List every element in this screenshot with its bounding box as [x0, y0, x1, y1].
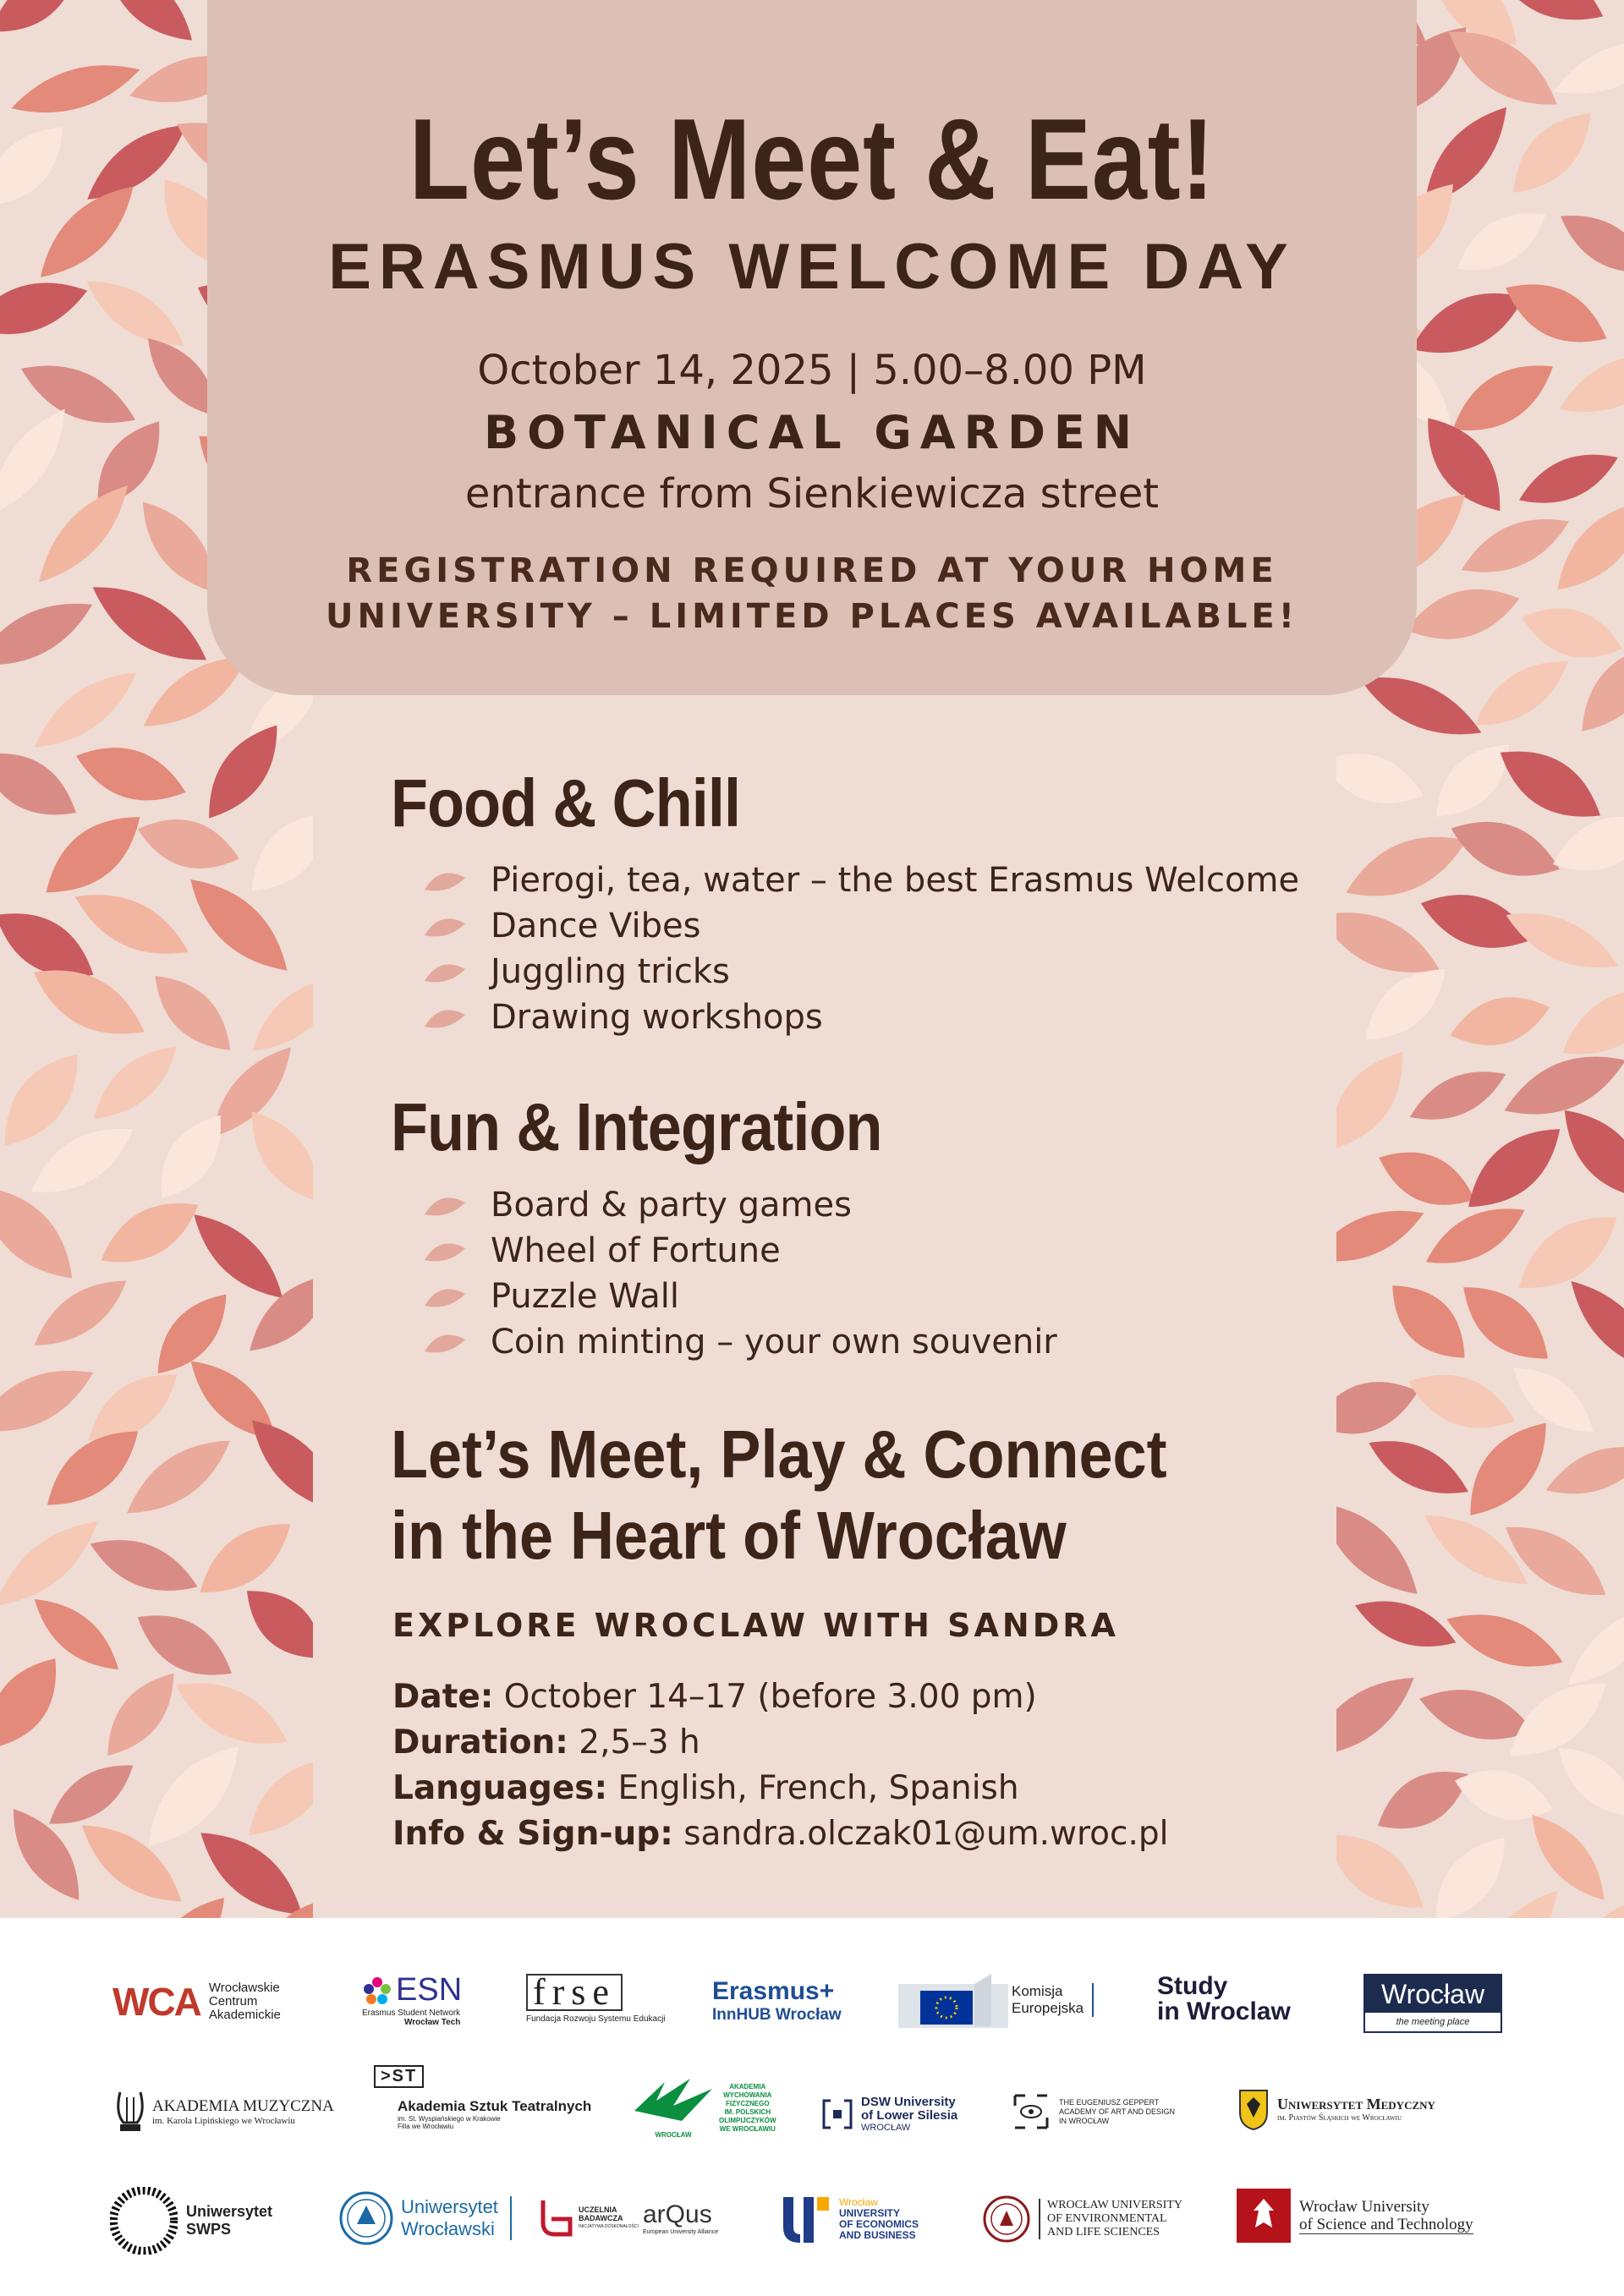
registration-line: UNIVERSITY – LIMITED PLACES AVAILABLE!	[326, 597, 1298, 636]
leaf-bullet-icon	[423, 1194, 467, 1218]
logo-study-in-wroclaw	[1157, 1974, 1291, 2025]
ast-mark: >ST	[374, 2065, 424, 2088]
frse-text: Fundacja Rozwoju Systemu Edukacji	[526, 2014, 666, 2024]
logo-text-line: IM. POLSKICH	[724, 2107, 771, 2116]
logo-text-line: WROCŁAW	[861, 2123, 911, 2133]
list-item	[423, 1274, 1057, 1319]
leaf-shape	[1464, 644, 1580, 741]
pwr-eagle-icon	[1237, 2189, 1291, 2243]
leaf-shape	[1336, 1487, 1432, 1610]
leaf-shape	[1439, 1599, 1570, 1683]
arqus-mark: arQus	[643, 2200, 712, 2228]
leaf-shape	[1360, 1425, 1477, 1510]
section-title-fun-integration: Fun & Integration	[391, 1089, 882, 1164]
wca-text	[209, 1981, 281, 2022]
logo-text-line: Europejska	[1012, 2000, 1084, 2016]
leaf-shape	[1548, 1094, 1624, 1215]
uwr-seal-icon	[338, 2190, 394, 2246]
logo-text-line: Wrocław	[839, 2196, 878, 2208]
study-line2: in Wroclaw	[1157, 1997, 1291, 2025]
leaf-shape	[1453, 1111, 1576, 1225]
logo-esn	[362, 1972, 462, 2027]
page-title: Let’s Meet & Eat!	[409, 95, 1215, 223]
awf-text	[719, 2083, 776, 2134]
leaf-shape	[1336, 1816, 1437, 1927]
leaf-shape	[1369, 1137, 1484, 1221]
event-subtitle: ERASMUS WELCOME DAY	[328, 231, 1296, 303]
detail-row-date	[392, 1674, 1168, 1720]
logo-text-line: OF ENVIRONMENTAL	[1047, 2212, 1167, 2225]
detail-label: Info & Sign-up:	[392, 1815, 673, 1853]
erasmus-line2: InnHUB Wrocław	[712, 2006, 842, 2024]
logo-text-line: Akademickie	[208, 2008, 281, 2022]
leaf-shape	[1505, 1197, 1624, 1307]
logo-text-line: WE WROCŁAWIU	[719, 2124, 776, 2133]
list-item-text: Puzzle Wall	[491, 1277, 679, 1316]
list-item	[423, 1228, 1057, 1274]
awf-mark-block	[631, 2077, 716, 2139]
leaf-shape	[1366, 1754, 1480, 1846]
leaf-shape	[24, 657, 147, 762]
logo-arqus	[643, 2200, 718, 2235]
leaf-shape	[1375, 1269, 1481, 1374]
logo-text-line: FIZYCZNEGO	[726, 2099, 770, 2107]
logo-ast	[374, 2065, 591, 2130]
list-item	[423, 858, 1299, 903]
leaf-shape	[126, 1597, 244, 1693]
leaf-shape	[1547, 25, 1624, 109]
logo-text-line: AKADEMIA	[729, 2082, 766, 2091]
esn-mark-row	[362, 1972, 462, 2008]
logo-text-line: IN WROCŁAW	[1059, 2116, 1110, 2125]
badawcza-mark-icon	[538, 2197, 575, 2239]
leaf-shape	[232, 1574, 313, 1675]
leaf-shape	[1444, 985, 1555, 1057]
leaf-shape	[1545, 1733, 1624, 1833]
leaf-shape	[1495, 1039, 1624, 1132]
leaf-shape	[81, 1033, 189, 1133]
esn-mark: ESN	[396, 1972, 463, 2008]
logo-upwr	[981, 2194, 1182, 2244]
tour-title	[391, 1414, 1167, 1576]
leaf-shape	[1336, 1195, 1431, 1276]
list-item-text: Dance Vibes	[491, 907, 701, 945]
logo-text-line: of Science and Technology	[1299, 2215, 1473, 2233]
ast-line2: im. St. Wyspiańskiego w Krakowie	[398, 2115, 501, 2123]
logo-text-line: Wrocławskie	[208, 1981, 280, 1995]
list-item	[423, 903, 1299, 949]
partner-logos-footer	[0, 1918, 1624, 2296]
leaf-shape	[0, 1644, 75, 1763]
umed-crest-icon	[1237, 2087, 1270, 2131]
leaf-shape	[1336, 1038, 1421, 1164]
leaf-shape	[1420, 729, 1524, 833]
venue-entrance: entrance from Sienkiewicza street	[464, 470, 1160, 518]
logo-ue-wroclaw	[780, 2194, 919, 2244]
list-item-text: Wheel of Fortune	[491, 1231, 781, 1270]
leaf-shape	[187, 1506, 304, 1610]
logo-text-line: AKADEMIA MUZYCZNA	[152, 2097, 334, 2115]
logo-umed	[1237, 2087, 1435, 2131]
event-date-time: October 14, 2025 | 5.00–8.00 PM	[477, 347, 1147, 394]
swps-sunburst-icon	[110, 2187, 178, 2255]
leaf-shape	[140, 961, 245, 1065]
leaf-bullet-icon	[423, 961, 467, 984]
logo-text-line: AND LIFE SCIENCES	[1047, 2226, 1160, 2238]
akademia-muzyczna-text	[152, 2097, 334, 2126]
tour-title-line: in the Heart of Wrocław	[391, 1498, 1067, 1573]
detail-value: 2,5–3 h	[579, 1723, 700, 1762]
leaf-shape	[1336, 1368, 1425, 1448]
leaf-shape	[90, 1186, 209, 1280]
detail-value: English, French, Spanish	[617, 1769, 1019, 1807]
leaf-shape	[165, 1664, 297, 1762]
detail-label: Languages:	[392, 1769, 608, 1807]
logo-erasmus-innhub	[712, 1977, 842, 2025]
leaf-shape	[1336, 740, 1430, 817]
leaf-shape	[181, 1200, 296, 1312]
leaf-shape	[131, 808, 245, 881]
esn-star-icon	[362, 1975, 392, 2006]
logo-uczelnia-badawcza	[538, 2197, 639, 2239]
logo-dsw	[820, 2096, 957, 2133]
ue-mark-icon	[780, 2194, 836, 2244]
upwr-text	[1039, 2199, 1182, 2239]
leaf-bullet-icon	[423, 1240, 467, 1263]
leaf-shape	[235, 797, 313, 907]
ue-text	[839, 2197, 919, 2241]
detail-row-duration	[392, 1720, 1168, 1766]
leaf-shape	[0, 0, 90, 48]
leaf-shape	[240, 963, 313, 1066]
leaf-shape	[92, 0, 206, 56]
leaf-shape	[1336, 1660, 1427, 1773]
list-item	[423, 949, 1299, 995]
leaf-bullet-icon	[423, 1006, 467, 1030]
logo-text-line: Erasmus Student Network	[362, 2008, 461, 2018]
swps-text	[186, 2203, 272, 2238]
awf-mark: WROCŁAW	[655, 2131, 692, 2139]
leaf-bullet-icon	[423, 1285, 467, 1309]
dsw-bracket-icon	[820, 2097, 854, 2131]
leaf-bullet-icon	[423, 1331, 467, 1355]
study-line1: Study	[1157, 1972, 1228, 2000]
logo-text-line: AND BUSINESS	[839, 2229, 916, 2241]
leaf-shape	[1402, 1057, 1513, 1134]
signup-email-link[interactable]: sandra.olczak01@um.wroc.pl	[683, 1815, 1169, 1853]
logo-text-line: UCZELNIA	[579, 2206, 617, 2214]
logo-uwr	[338, 2190, 512, 2246]
logo-text-line: Centrum	[208, 1994, 258, 2008]
logo-text-line: Uniwersytet Medyczny	[1277, 2096, 1435, 2112]
list-item	[423, 1182, 1057, 1228]
registration-line: REGISTRATION REQUIRED AT YOUR HOME	[346, 551, 1278, 590]
logo-text-line: BADAWCZA	[579, 2214, 623, 2222]
detail-value: October 14–17 (before 3.00 pm)	[503, 1678, 1037, 1716]
logo-text-line: ACADEMY OF ART AND DESIGN	[1059, 2107, 1176, 2116]
logo-text-line: im. Karola Lipińskiego we Wrocławiu	[152, 2116, 295, 2126]
frse-mark: frse	[526, 1974, 623, 2011]
logo-text-line: UNIVERSITY	[839, 2207, 901, 2219]
tour-subtitle: EXPLORE WROCLAW WITH SANDRA	[392, 1607, 1119, 1644]
leaf-shape	[31, 798, 155, 911]
leaf-shape	[1348, 1587, 1462, 1660]
wroclaw-line1: Wrocław	[1365, 1975, 1501, 2013]
logo-wca	[112, 1979, 281, 2025]
logo-akademia-muzyczna	[115, 2089, 334, 2134]
logo-frse	[526, 1971, 666, 2024]
leaf-shape	[1498, 98, 1607, 208]
logo-text-line: Uniwersytet	[401, 2196, 498, 2217]
asp-text	[1059, 2098, 1175, 2126]
logo-text-line: WYCHOWANIA	[723, 2091, 772, 2099]
detail-label: Date:	[392, 1678, 494, 1716]
leaf-bullet-icon	[423, 869, 467, 893]
logo-text-line: WROCŁAW UNIVERSITY	[1047, 2199, 1182, 2211]
logo-text-line: THE EUGENIUSZ GEPPERT	[1059, 2097, 1160, 2107]
detail-label: Duration:	[392, 1723, 568, 1762]
leaf-shape	[142, 1281, 242, 1388]
dsw-text	[861, 2096, 957, 2133]
tour-title-line: Let’s Meet, Play & Connect	[391, 1417, 1167, 1492]
leaf-shape	[1443, 806, 1568, 891]
logo-swps	[110, 2187, 272, 2255]
eu-flag-icon	[898, 1970, 1008, 2030]
leaf-shape	[92, 1661, 189, 1768]
logo-wroclaw-meeting-place	[1363, 1974, 1502, 2033]
leaf-shape	[0, 111, 80, 222]
logo-text-line: SWPS	[186, 2221, 232, 2238]
leaf-shape	[1400, 1360, 1523, 1444]
arqus-sub: European University Alliance	[643, 2229, 719, 2235]
fun-integration-list	[423, 1182, 1057, 1365]
leaf-shape	[1556, 1591, 1624, 1699]
logo-text-line: Komisja	[1012, 1983, 1063, 1999]
upwr-seal-icon	[981, 2194, 1032, 2244]
logo-text-line: DSW University	[861, 2095, 956, 2109]
leaf-shape	[234, 1744, 313, 1851]
wca-mark: WCA	[112, 1980, 200, 2024]
logo-text-line: Wrocław Tech	[404, 2018, 461, 2027]
asp-eye-icon	[1012, 2092, 1051, 2131]
detail-row-languages	[392, 1766, 1168, 1811]
logo-text-line: Wrocław University	[1299, 2197, 1429, 2216]
lyre-icon	[115, 2089, 145, 2134]
awf-mark-icon	[631, 2077, 716, 2131]
logo-text-line: INICJATYWA DOSKONAŁOŚCI	[579, 2224, 639, 2229]
logo-text-line: im. Piastów Śląskich we Wrocławiu	[1277, 2113, 1402, 2123]
list-item	[423, 1319, 1057, 1365]
event-venue: BOTANICAL GARDEN	[483, 406, 1141, 459]
leaf-shape	[24, 1265, 138, 1361]
food-chill-list	[423, 858, 1299, 1040]
logo-pwr	[1237, 2189, 1473, 2243]
pwr-text	[1299, 2198, 1473, 2234]
logo-awf	[631, 2077, 776, 2139]
komisja-text	[1012, 1983, 1094, 2017]
leaf-shape	[1539, 1433, 1624, 1508]
logo-text-line: Uniwersytet	[186, 2203, 273, 2220]
leaf-shape	[1517, 1802, 1618, 1912]
registration-notice	[0, 548, 1624, 639]
uwr-text	[401, 2196, 512, 2240]
logo-komisja-europejska	[898, 1970, 1094, 2030]
logo-text-line: Wrocławski	[401, 2218, 495, 2239]
section-title-food-chill: Food & Chill	[391, 765, 741, 841]
list-item	[423, 995, 1299, 1040]
tour-details	[392, 1674, 1168, 1857]
list-item-text: Juggling tricks	[491, 952, 730, 991]
umed-text	[1277, 2096, 1435, 2123]
list-item-text: Drawing workshops	[491, 998, 823, 1037]
logo-text-line: OLIMPIJCZYKÓW	[719, 2116, 776, 2124]
leaf-shape	[83, 1525, 206, 1607]
list-item-text: Board & party games	[491, 1186, 852, 1225]
wroclaw-line2: the meeting place	[1396, 2017, 1470, 2027]
logo-text-line: of Lower Silesia	[861, 2108, 958, 2123]
detail-row-signup	[392, 1811, 1168, 1857]
leaf-shape	[1557, 1268, 1624, 1385]
logo-text-line: OF ECONOMICS	[839, 2218, 919, 2230]
leaf-shape	[69, 733, 194, 815]
ast-line1: Akademia Sztuk Teatralnych	[398, 2098, 592, 2114]
ast-line3: Filia we Wrocławiu	[398, 2123, 454, 2130]
erasmus-line1: Erasmus+	[712, 1977, 835, 2005]
badawcza-text	[579, 2206, 639, 2231]
leaf-bullet-icon	[423, 915, 467, 939]
leaf-shape	[0, 1352, 103, 1449]
leaf-shape	[0, 735, 88, 833]
list-item-text: Coin minting – your own souvenir	[491, 1323, 1057, 1362]
logo-asp	[1012, 2092, 1175, 2131]
list-item-text: Pierogi, tea, water – the best Erasmus Welcome	[491, 861, 1300, 900]
